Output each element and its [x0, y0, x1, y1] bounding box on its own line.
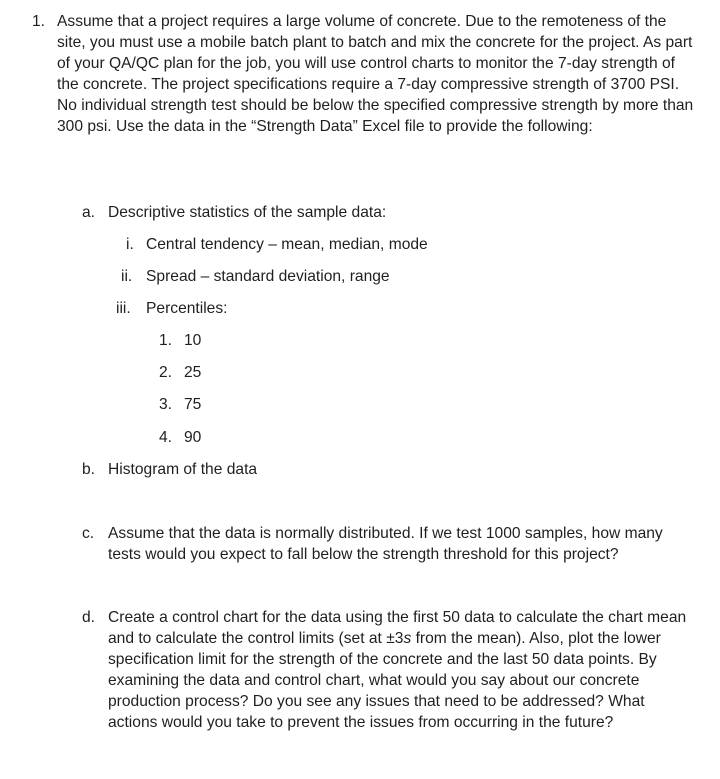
percentile-10: 10 — [184, 332, 202, 349]
part-d-text-after: from the mean). Also, plot the lower specification limit for the strength of the concrete and the last 50 data points. By examining the data and control chart, what would you say about our concrete production process? Do you see any issues that need to be addressed? What actions would you take to prevent the issues from occurring in the future? — [108, 630, 661, 731]
part-d-text-before: Create a control chart for the data using the first 50 data to calculate the chart mean and to calculate the control limits (set at ±3 — [108, 609, 687, 647]
percentile-2-marker: 2. — [159, 364, 173, 381]
part-d-sigma-symbol: s — [403, 630, 412, 647]
part-a-text: Descriptive statistics of the sample data: — [108, 204, 387, 221]
percentile-75: 75 — [184, 396, 202, 413]
part-d-text — [108, 607, 693, 733]
part-d-marker: d. — [82, 609, 96, 626]
subitem-central-tendency: Central tendency – mean, median, mode — [146, 236, 428, 253]
part-b-text: Histogram of the data — [108, 461, 258, 478]
percentile-90: 90 — [184, 429, 202, 446]
part-c-marker: c. — [82, 525, 95, 542]
percentile-3-marker: 3. — [159, 396, 173, 413]
question-intro: Assume that a project requires a large volume of concrete. Due to the remoteness of the site, you must use a mobile batch plant to batch and mix the concrete for the project. As part of your QA/QC plan for the job, you will use control charts to monitor the 7-day strength of the concrete. The project specifications require a 7-day compressive strength of 3700 PSI. No individual strength test should be below the specified compressive strength by more than 300 psi. Use the data in the “Strength Data” Excel file to provide the following: — [57, 13, 694, 135]
part-b-marker: b. — [82, 461, 96, 478]
subitem-percentiles: Percentiles: — [146, 300, 228, 317]
subitem-iii-marker: iii. — [116, 300, 131, 317]
subitem-spread: Spread – standard deviation, range — [146, 268, 390, 285]
percentile-1-marker: 1. — [159, 332, 173, 349]
percentile-25: 25 — [184, 364, 202, 381]
question-number: 1. — [32, 13, 46, 30]
subitem-ii-marker: ii. — [121, 268, 133, 285]
percentile-4-marker: 4. — [159, 429, 173, 446]
subitem-i-marker: i. — [126, 236, 134, 253]
part-c-text: Assume that the data is normally distributed. If we test 1000 samples, how many tests would you expect to fall below the strength threshold for this project? — [108, 525, 663, 563]
part-a-marker: a. — [82, 204, 96, 221]
